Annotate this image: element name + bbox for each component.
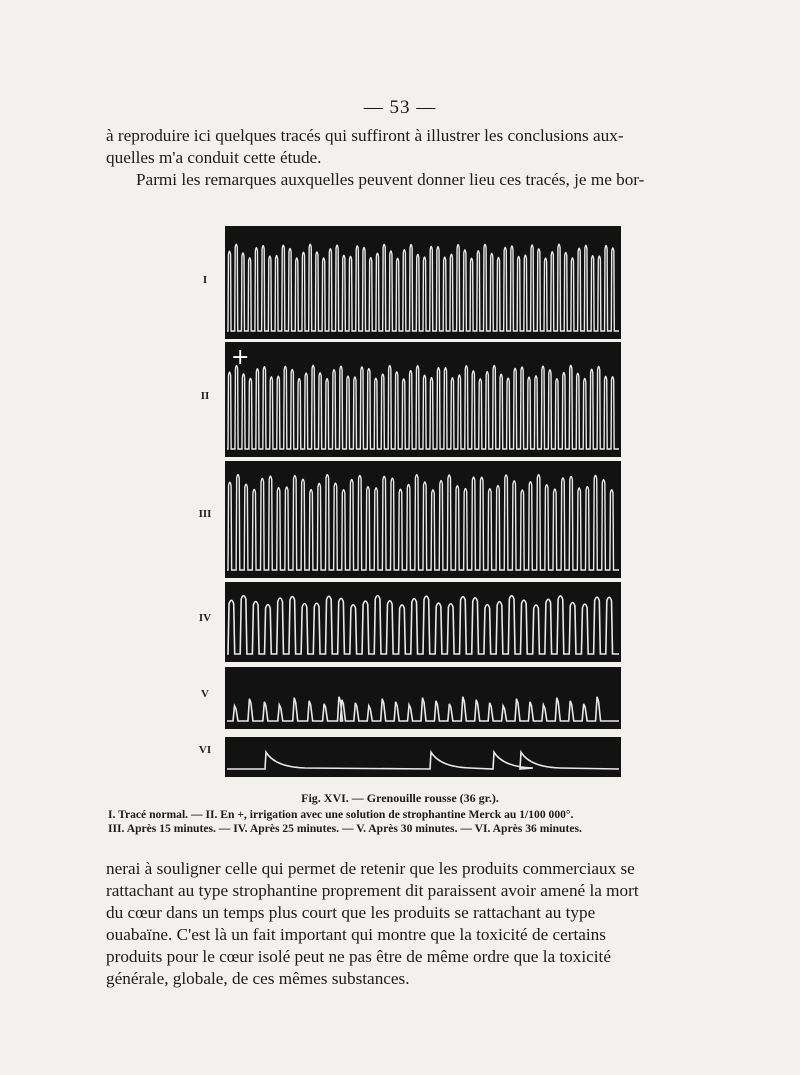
trace-iv-graph: [225, 582, 621, 662]
trace-panel-i: [225, 226, 621, 339]
text-line: quelles m'a conduit cette étude.: [106, 148, 322, 167]
trace-label-v: V: [201, 688, 209, 700]
trace-line: [227, 475, 619, 570]
trace-label-iv: IV: [198, 612, 212, 624]
trace-vi-graph: [225, 737, 621, 777]
trace-label-vi: VI: [198, 744, 212, 756]
irrigation-marker: +: [231, 345, 250, 370]
figure-caption-line: III. Après 15 minutes. — IV. Après 25 minutes. — V. Après 30 minutes. — VI. Après 36 minutes.: [108, 822, 582, 835]
figure-caption-title: Fig. XVI. — Grenouille rousse (36 gr.).: [301, 791, 499, 805]
text-line: Parmi les remarques auxquelles peuvent donner lieu ces tracés, je me bor-: [136, 170, 645, 189]
bottom-paragraph: [106, 858, 718, 990]
text-line: ouabaïne. C'est là un fait important qui montre que la toxicité de certains: [106, 925, 606, 944]
trace-label-i: I: [202, 274, 208, 286]
trace-panel-vi: [225, 737, 621, 777]
text-line: générale, globale, de ces mêmes substances.: [106, 969, 410, 988]
trace-line: [227, 697, 619, 721]
text-line: à reproduire ici quelques tracés qui suffiront à illustrer les conclusions aux-: [106, 126, 624, 145]
trace-line: [227, 365, 619, 449]
trace-panel-iii: [225, 461, 621, 578]
top-paragraph: [106, 125, 718, 191]
trace-panel-iv: [225, 582, 621, 662]
trace-i-graph: [225, 226, 621, 339]
page-number: — 53 —: [363, 97, 437, 118]
trace-panel-ii: [225, 342, 621, 457]
trace-v-graph: [225, 667, 621, 729]
text-line: produits pour le cœur isolé peut ne pas être de même ordre que la toxicité: [106, 947, 611, 966]
trace-label-iii: III: [198, 508, 212, 520]
figure-caption-line: I. Tracé normal. — II. En +, irrigation avec une solution de strophantine Merck au 1/100 000°.: [108, 808, 574, 821]
trace-iii-graph: [225, 461, 621, 578]
text-line: du cœur dans un temps plus court que les produits se rattachant au type: [106, 903, 596, 922]
trace-label-ii: II: [200, 390, 210, 402]
trace-line: [227, 596, 619, 654]
trace-ii-graph: [225, 342, 621, 457]
trace-line: [227, 244, 619, 331]
text-line: rattachant au type strophantine proprement dit paraissent avoir amené la mort: [106, 881, 639, 900]
trace-line: [227, 752, 619, 769]
trace-panel-v: [225, 667, 621, 729]
text-line: nerai à souligner celle qui permet de retenir que les produits commerciaux se: [106, 859, 635, 878]
